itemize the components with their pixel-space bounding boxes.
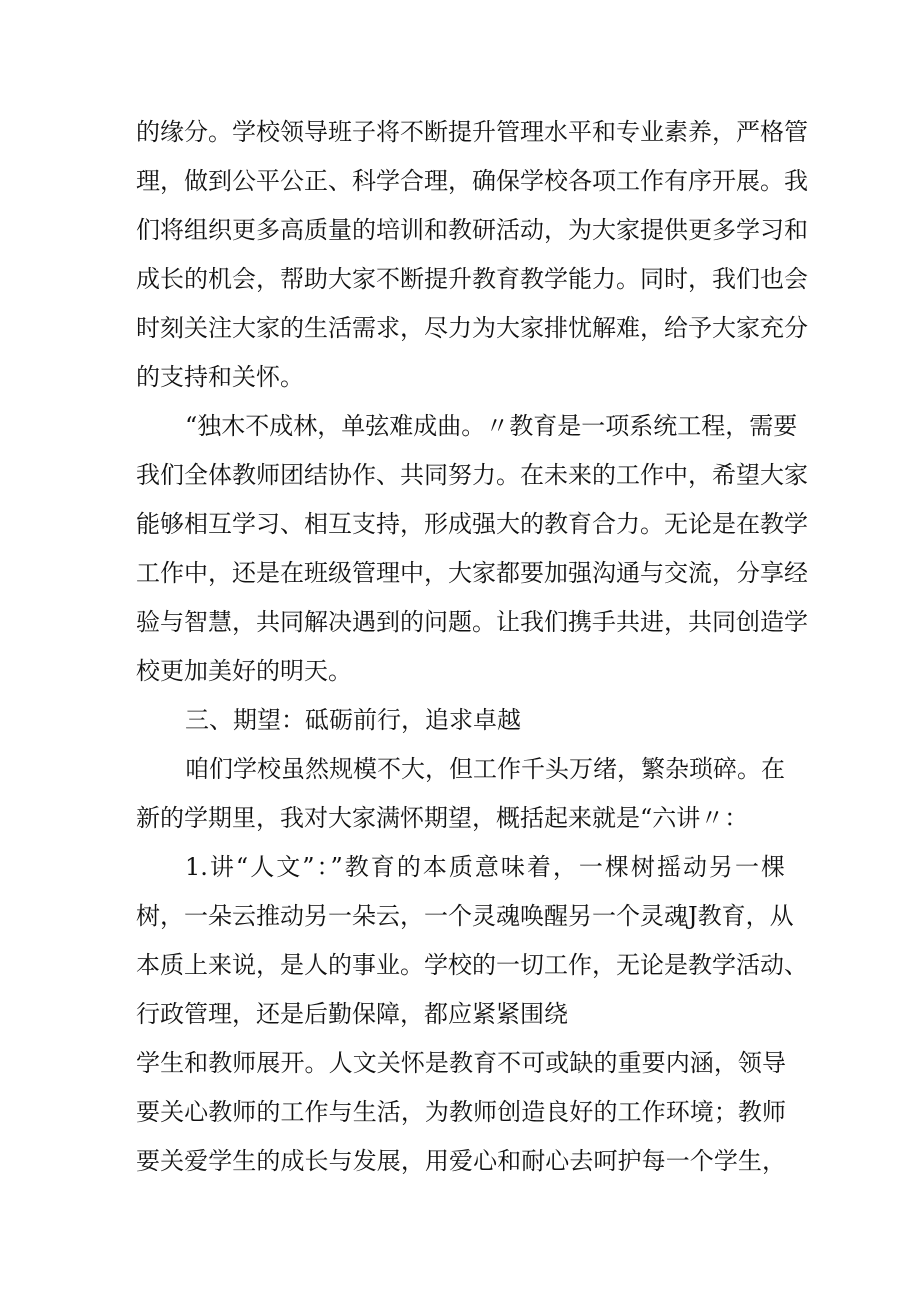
text-line: 要关心教师的工作与生活，为教师创造良好的工作环境；教师 [136, 1098, 786, 1126]
text-line: 验与智慧，共同解决遇到的问题。让我们携手共进，共同创造学 [136, 608, 808, 636]
text-line: 的支持和关怀。 [136, 363, 304, 391]
text-line: 本质上来说，是人的事业。学校的一切工作，无论是教学活动、 [136, 951, 808, 979]
text-line: 要关爱学生的成长与发展，用爱心和耐心去呵护每一个学生， [136, 1147, 786, 1175]
text-line: 我们全体教师团结协作、共同努力。在未来的工作中，希望大家 [136, 461, 808, 489]
text-line: 校更加美好的明天。 [136, 657, 352, 685]
section-heading: 三、期望：砥砺前行，追求卓越 [185, 706, 521, 734]
text-line: 学生和教师展开。人文关怀是教育不可或缺的重要内涵，领导 [136, 1049, 786, 1077]
list-item-line: 1.讲“人文”：”教育的本质意味着，一棵树摇动另一棵 [185, 853, 785, 881]
text-line: 理，做到公平公正、科学合理，确保学校各项工作有序开展。我 [136, 167, 808, 195]
text-line: 能够相互学习、相互支持，形成强大的教育合力。无论是在教学 [136, 510, 808, 538]
paragraph-start-line: 咱们学校虽然规模不大，但工作千头万绪，繁杂琐碎。在 [185, 755, 785, 783]
paragraph-start-line: “独木不成林，单弦难成曲。〃教育是一项系统工程，需要 [185, 412, 798, 440]
text-line: 时刻关注大家的生活需求，尽力为大家排忧解难，给予大家充分 [136, 314, 808, 342]
text-line: 新的学期里，我对大家满怀期望，概括起来就是“六讲〃： [136, 804, 749, 832]
text-line: 行政管理，还是后勤保障，都应紧紧围绕 [136, 1000, 568, 1028]
text-line: 的缘分。学校领导班子将不断提升管理水平和专业素养，严格管 [136, 118, 808, 146]
text-line: 树，一朵云推动另一朵云，一个灵魂唤醒另一个灵魂J教育，从 [136, 902, 794, 930]
text-line: 成长的机会，帮助大家不断提升教育教学能力。同时，我们也会 [136, 265, 808, 293]
text-line: 们将组织更多高质量的培训和教研活动，为大家提供更多学习和 [136, 216, 808, 244]
text-line: 工作中，还是在班级管理中，大家都要加强沟通与交流，分享经 [136, 559, 808, 587]
